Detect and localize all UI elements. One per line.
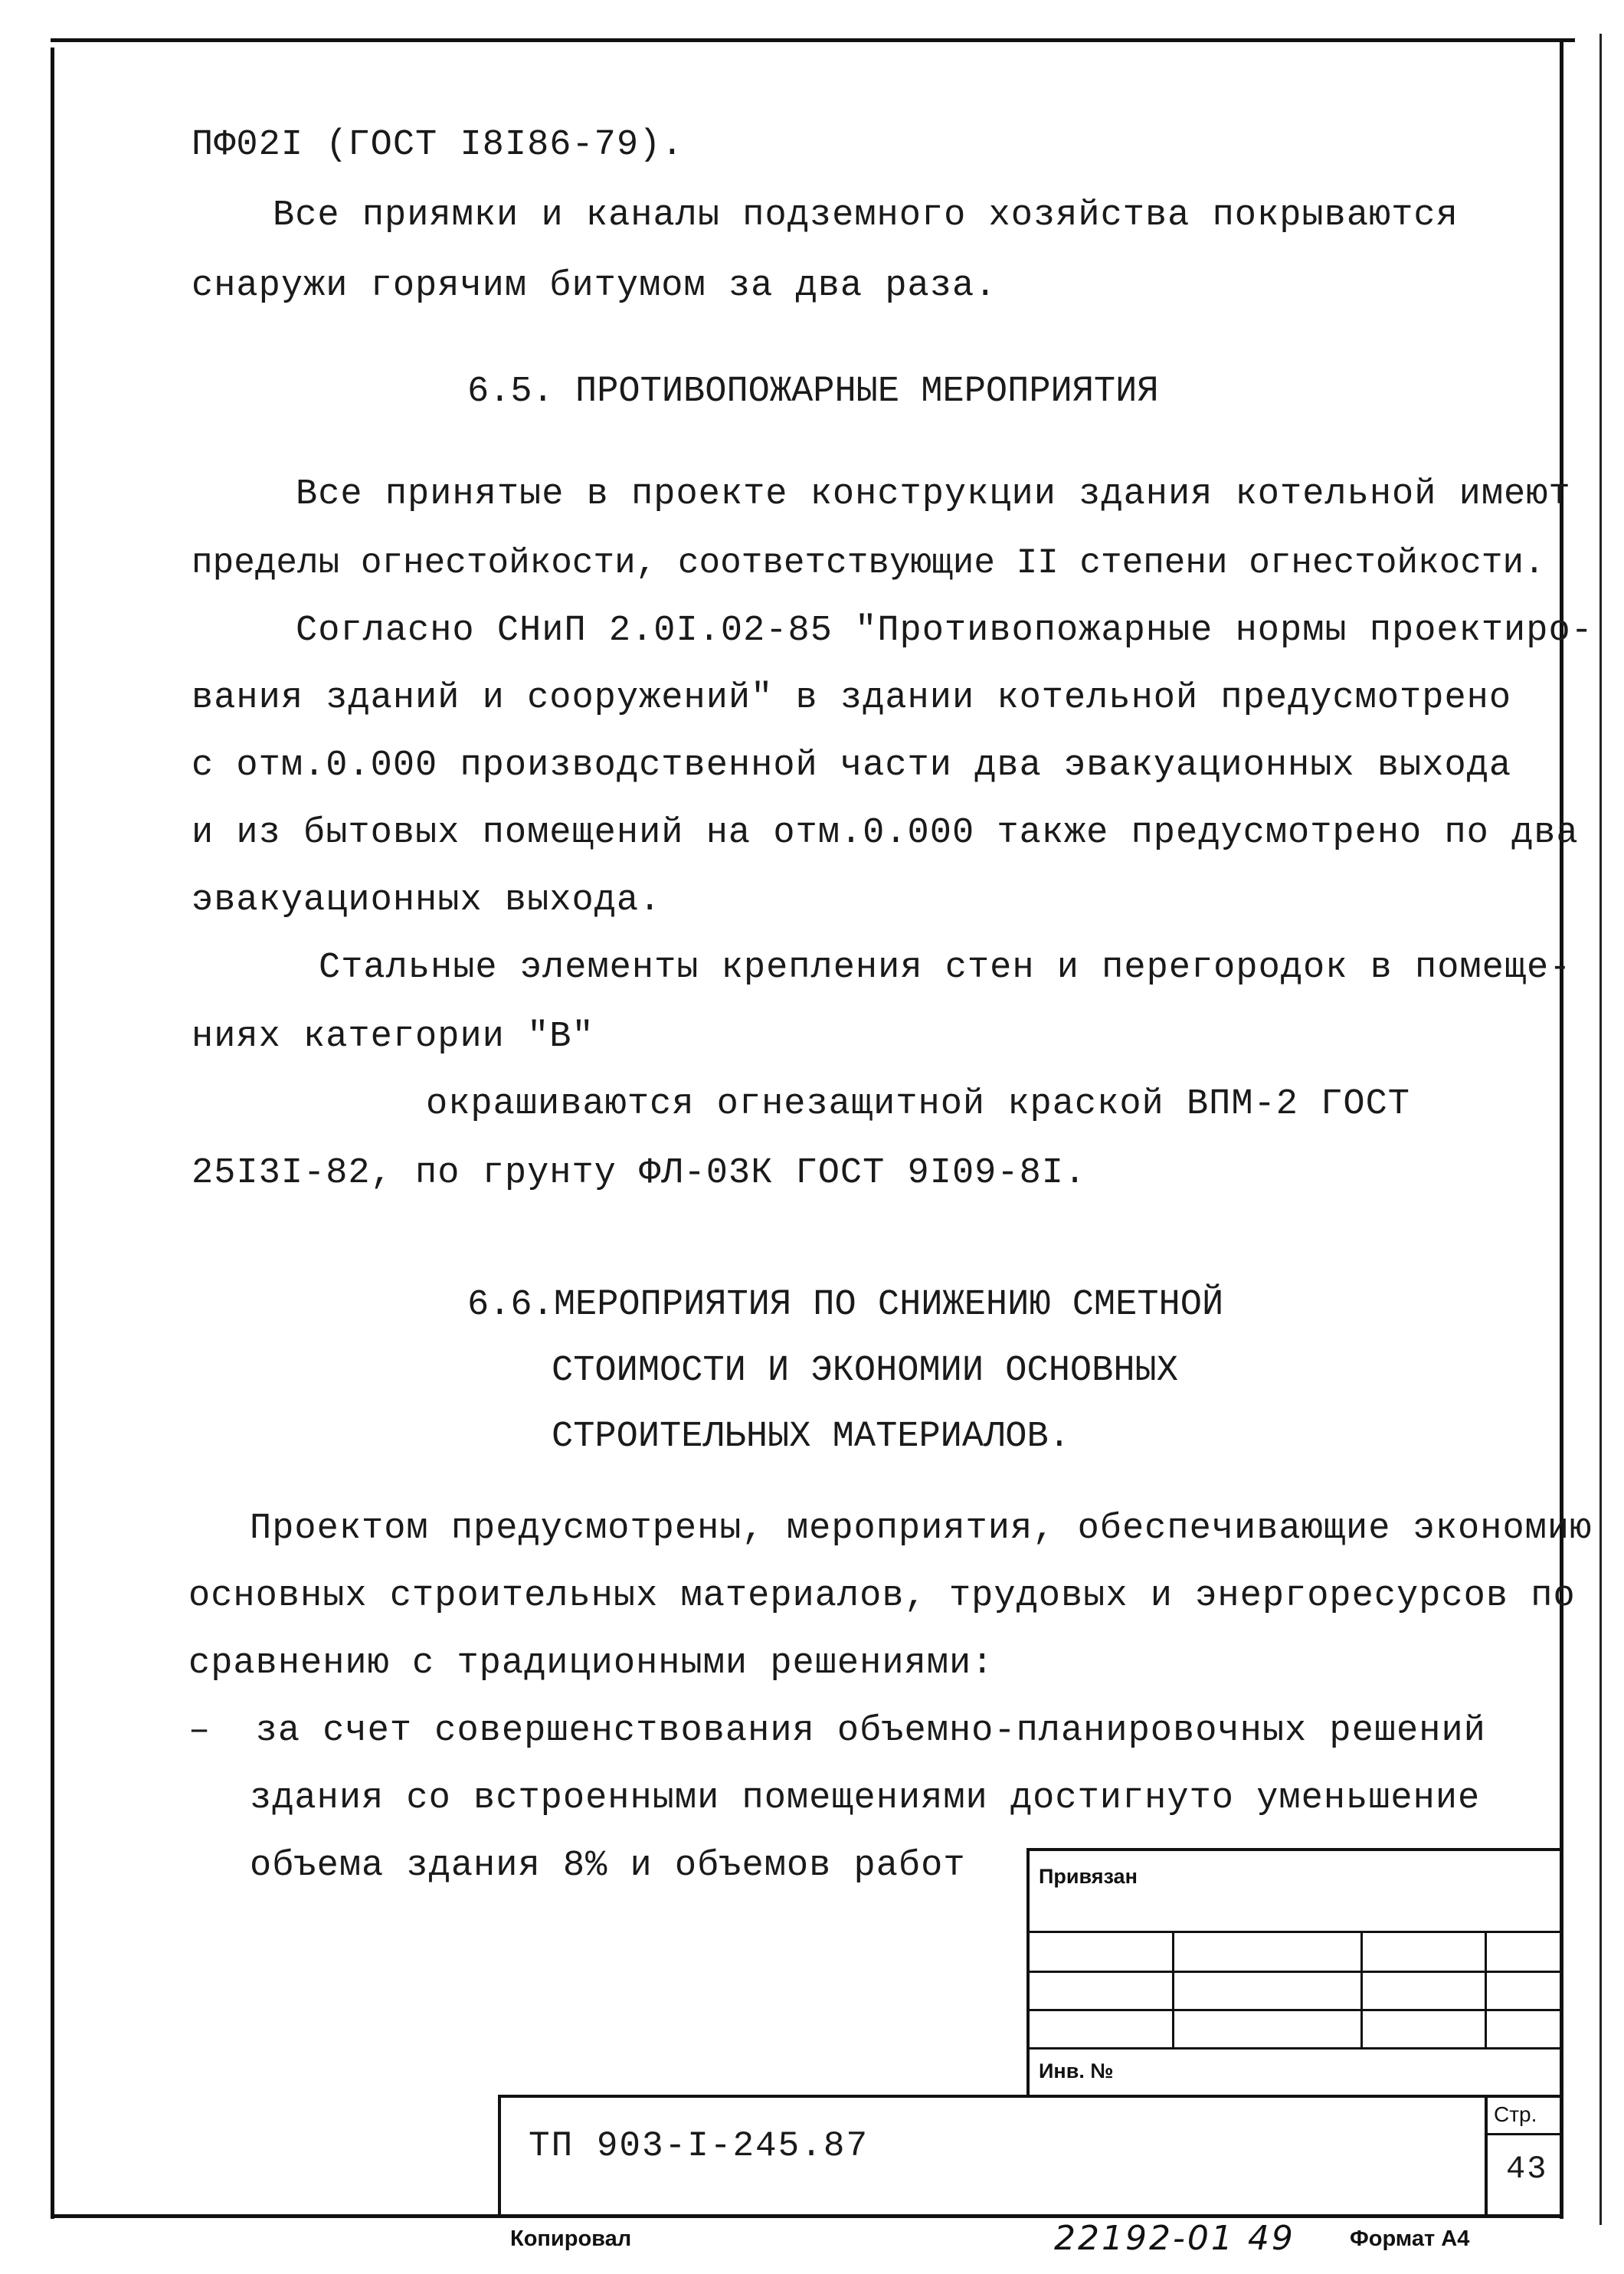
- stamp-col-divider: [1485, 1931, 1487, 2047]
- text-line-1: ПФ02I (ГОСТ I8I86-79).: [192, 125, 684, 165]
- text-line-14: 25I3I-82, по грунту ФЛ-03К ГОСТ 9I09-8I.: [192, 1153, 1087, 1194]
- page-cell-row-divider: [1485, 2133, 1563, 2135]
- frame-top-line: [51, 38, 1575, 42]
- stamp-row-divider: [1026, 2009, 1563, 2011]
- text-line-15: Проектом предусмотрены, мероприятия, обеспечивающие экономию: [250, 1509, 1593, 1549]
- section-heading-6-5: 6.5. ПРОТИВОПОЖАРНЫЕ МЕРОПРИЯТИЯ: [467, 372, 1159, 412]
- document-code: ТП 903-I-245.87: [529, 2126, 869, 2166]
- binding-edge-line: [1599, 34, 1602, 2225]
- page-label: Стр.: [1494, 2102, 1537, 2126]
- list-item-text-2: здания со встроенными помещениями достигнуто уменьшение: [250, 1778, 1481, 1819]
- text-line-2: Все приямки и каналы подземного хозяйства покрываются: [273, 195, 1459, 236]
- text-line-5: пределы огнестойкости, соответствующие II степени огнестойкости.: [192, 543, 1545, 583]
- text-line-16: основных строительных материалов, трудовых и энергоресурсов по: [188, 1576, 1576, 1617]
- text-line-11: Стальные элементы крепления стен и перегородок в помеще-: [319, 948, 1572, 988]
- stamp-row-divider: [1026, 2047, 1563, 2050]
- section-heading-6-6-line-1: 6.6.МЕРОПРИЯТИЯ ПО СНИЖЕНИЮ СМЕТНОЙ: [467, 1285, 1224, 1325]
- copied-by-label: Копировал: [510, 2226, 632, 2251]
- stamp-col-divider: [1360, 1931, 1363, 2047]
- section-heading-6-6-line-2: СТОИМОСТИ И ЭКОНОМИИ ОСНОВНЫХ: [552, 1351, 1178, 1391]
- text-line-7: вания зданий и сооружений" в здании котельной предусмотрено: [192, 678, 1512, 719]
- stamp-col-divider: [1172, 1931, 1174, 2047]
- text-line-13: окрашиваются огнезащитной краской ВПМ-2 ГОСТ: [426, 1084, 1411, 1125]
- text-line-4: Все принятые в проекте конструкции здания котельной имеют: [296, 474, 1571, 515]
- list-item-text-3: объема здания 8% и объемов работ: [250, 1846, 966, 1886]
- text-line-10: эвакуационных выхода.: [192, 880, 662, 921]
- text-line-9: и из бытовых помещений на отм.0.000 также предусмотрено по два: [192, 813, 1579, 854]
- stamp-row-divider: [1026, 1931, 1563, 1933]
- text-line-17: сравнению с традиционными решениями:: [188, 1643, 994, 1684]
- inv-no-label: Инв. №: [1039, 2059, 1114, 2082]
- order-number: 22192-01 49: [1054, 2219, 1295, 2258]
- list-item-text-1: – за счет совершенствования объемно-планировочных решений: [188, 1711, 1486, 1751]
- page-cell-divider: [1485, 2095, 1488, 2217]
- text-line-8: с отм.0.000 производственной части два эвакуационных выхода: [192, 745, 1512, 786]
- page-number: 43: [1506, 2151, 1548, 2187]
- frame-left-line: [51, 48, 54, 2219]
- section-heading-6-6-line-3: СТРОИТЕЛЬНЫХ МАТЕРИАЛОВ.: [552, 1417, 1070, 1457]
- privyazan-label: Привязан: [1039, 1865, 1138, 1888]
- format-label: Формат А4: [1350, 2226, 1470, 2251]
- text-line-12: ниях категории "В": [192, 1017, 594, 1057]
- text-line-3: снаружи горячим битумом за два раза.: [192, 266, 997, 306]
- stamp-row-divider: [1026, 1971, 1563, 1973]
- text-line-6: Согласно СНиП 2.0I.02-85 "Противопожарные нормы проектиро-: [296, 611, 1593, 651]
